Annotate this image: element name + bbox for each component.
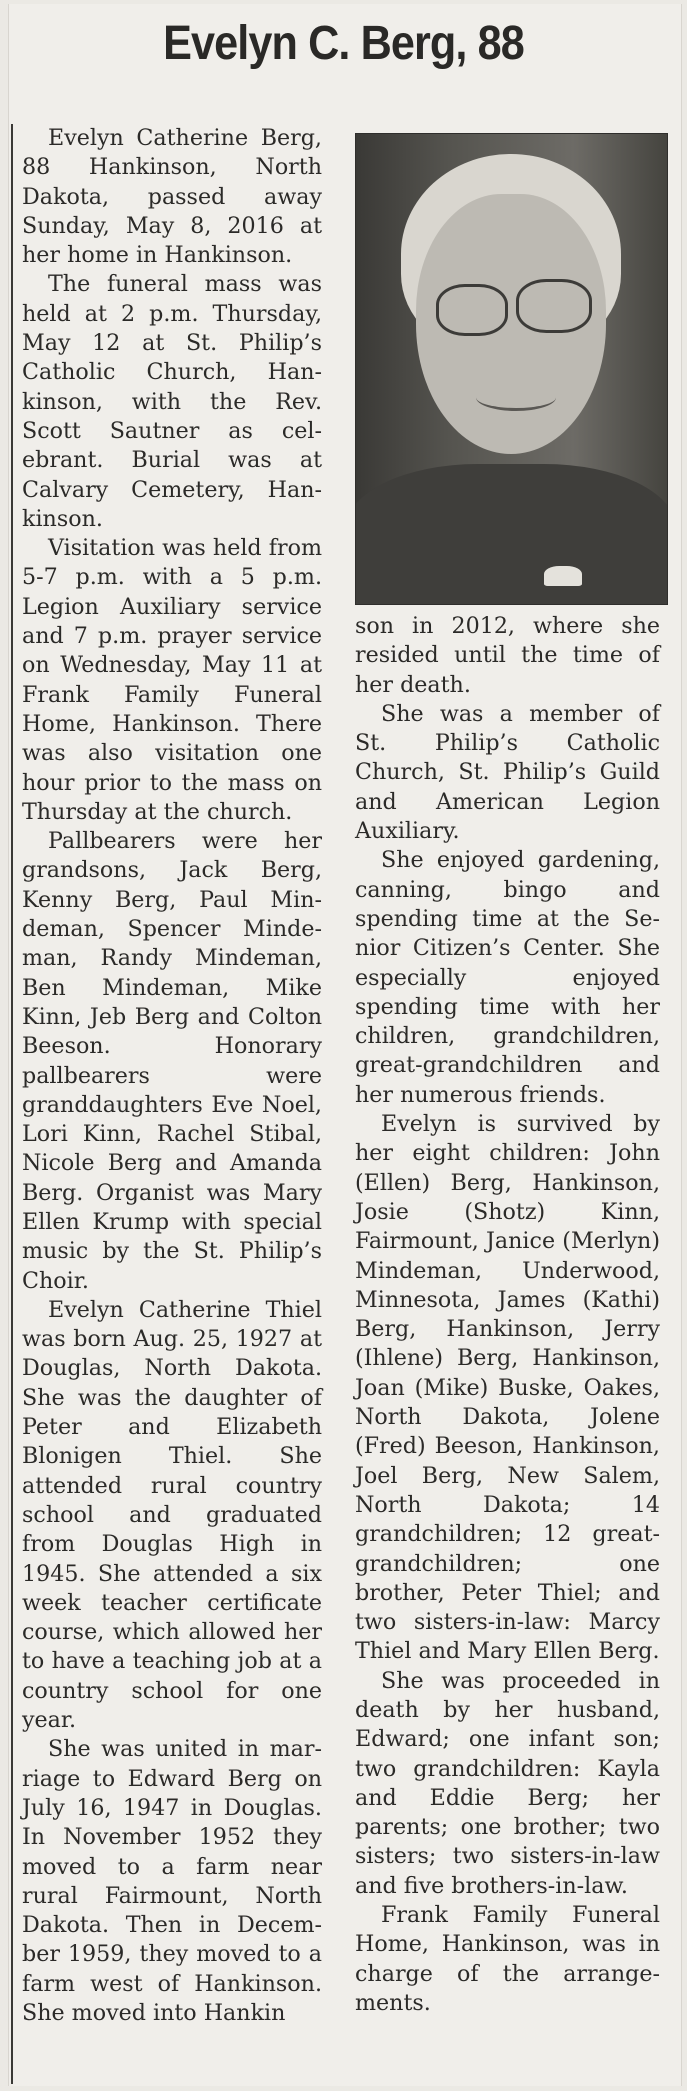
paragraph-hobbies: She enjoyed gardening, canning, bingo and spending time at the Senior Citizen’s Center. She especially enjoyed spending time with her children, grandchildren, great-grandchildren and her numerous friends.	[355, 847, 660, 1108]
paragraph-pallbearers: Pallbearers were her grandsons, Jack Berg, Kenny Berg, Paul Mindeman, Spencer Mindeman, Randy Mindeman, Ben Mindeman, Mike Kinn, Jeb Berg and Colton Beeson. Honorary pallbearers were granddaughters Eve Noel, Lori Kinn, Rachel Stibal, Nicole Berg and Amanda Berg. Organist was Mary Ellen Krump with special music by the St. Philip’s Choir.	[22, 828, 322, 1294]
column-rule	[11, 124, 13, 2084]
paragraph-funeral-mass: The funeral mass was held at 2 p.m. Thursday, May 12 at St. Philip’s Catholic Church, Hankinson, with the Rev. Scott Sautner as celebrant. Burial was at Calvary Cemetery, Hankinson.	[22, 271, 322, 532]
paragraph-survivors: Evelyn is survived by her eight children: John (Ellen) Berg, Hankinson, Josie (Shotz) Kinn, Fairmount, Janice (Merlyn) Mindeman, Underwood, Minnesota, James (Kathi) Berg, Hankinson, Jerry (Ihlene) Berg, Hankinson, Joan (Mike) Buske, Oakes, North Dakota, Jolene (Fred) Beeson, Hankinson, Joel Berg, New Salem, North Dakota; 14 grandchildren; 12 great-grandchildren; one brother, Peter Thiel; and two sisters-in-law: Marcy Thiel and Mary Ellen Berg.	[355, 1111, 660, 1665]
portrait-photo	[355, 133, 668, 605]
paragraph-continued-residence: son in 2012, where she resided until the time of her death.	[355, 613, 660, 698]
left-column	[22, 124, 322, 2028]
paragraph-preceded-in-death: She was proceeded in death by her husband, Edward; one infant son; two grandchildren: Kayla and Eddie Berg; her parents; one brother; two sisters; two sisters-in-law and five brothers-in-law.	[355, 1667, 660, 1899]
paragraph-memberships: She was a member of St. Philip’s Catholic Church, St. Philip’s Guild and American Legion Auxiliary.	[355, 700, 660, 845]
paragraph-funeral-home: Frank Family Funeral Home, Hankinson, was in charge of the arrangements.	[355, 1902, 660, 2016]
right-column	[355, 612, 660, 2018]
paragraph-death-notice: Evelyn Catherine Berg, 88 Hankinson, North Dakota, passed away Sunday, May 8, 2016 at her home in Hankinson.	[22, 125, 322, 269]
paragraph-visitation: Visitation was held from 5-7 p.m. with a 5 p.m. Legion Auxiliary service and 7 p.m. prayer service on Wednesday, May 11 at Frank Family Funeral Home, Hankinson. There was also visitation one hour prior to the mass on Thursday at the church.	[22, 535, 322, 825]
obituary-headline: Evelyn C. Berg, 88	[163, 17, 524, 70]
paragraph-marriage: She was united in marriage to Edward Berg on July 16, 1947 in Douglas. In November 1952 they moved to a farm near rural Fairmount, North Dakota. Then in December 1959, they moved to a farm west of Hankinson. She moved into Hankin	[22, 1736, 322, 2026]
legion-pin-icon	[544, 566, 582, 586]
paragraph-birth: Evelyn Catherine Thiel was born Aug. 25, 1927 at Douglas, North Dakota. She was the daughter of Peter and Elizabeth Blonigen Thiel. She attended rural country school and graduated from Douglas High in 1945. She attended a six week teacher certificate course, which allowed her to have a teaching job at a country school for one year.	[22, 1296, 322, 1734]
